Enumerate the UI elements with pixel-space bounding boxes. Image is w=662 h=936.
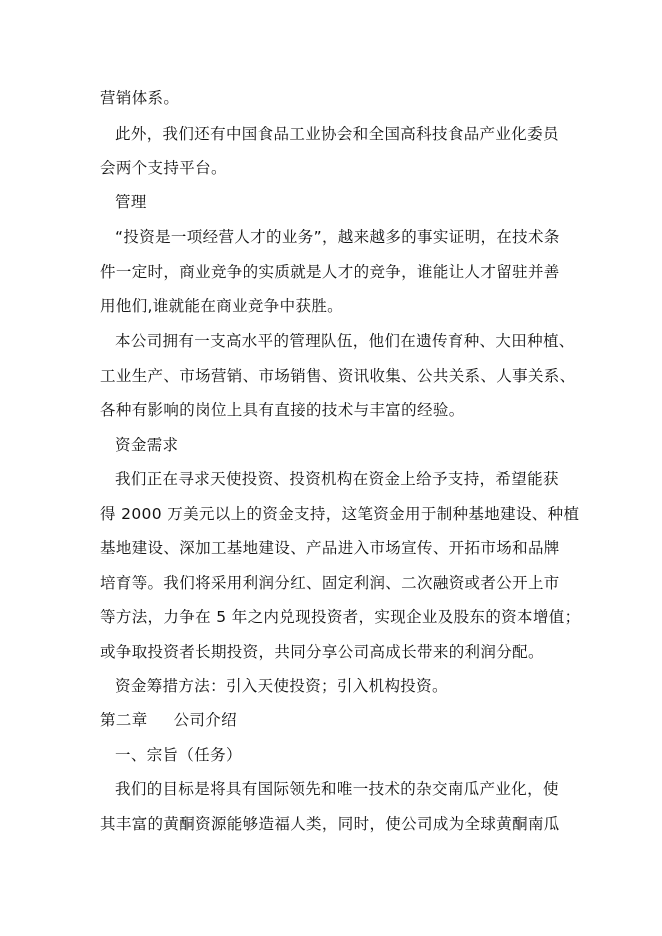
paragraph-line: 营销体系。 [100, 89, 180, 107]
section-heading-funding: 资金需求 [115, 436, 179, 454]
paragraph-line: 或争取投资者长期投资，共同分享公司高成长带来的利润分配。 [100, 643, 544, 661]
paragraph-line: 培育等。我们将采用利润分红、固定利润、二次融资或者公开上市 [100, 574, 560, 592]
paragraph-line: 本公司拥有一支高水平的管理队伍，他们在遗传育种、大田种植、 [115, 332, 575, 350]
paragraph-line: 各种有影响的岗位上具有直接的技术与丰富的经验。 [100, 401, 465, 419]
paragraph-line: 得 2000 万美元以上的资金支持，这笔资金用于制种基地建设、种植 [100, 505, 580, 523]
paragraph-line: 此外，我们还有中国食品工业协会和全国高科技食品产业化委员 [115, 125, 559, 143]
paragraph-line: 资金筹措方法：引入天使投资；引入机构投资。 [115, 677, 448, 695]
chapter-heading [100, 710, 237, 730]
paragraph-line: 我们的目标是将具有国际领先和唯一技术的杂交南瓜产业化，使 [115, 780, 559, 798]
paragraph-line: 等方法，力争在 5 年之内兑现投资者，实现企业及股东的资本增值； [100, 608, 581, 626]
paragraph-line: 件一定时，商业竞争的实质就是人才的竞争，谁能让人才留驻并善 [100, 263, 560, 281]
section-heading-management: 管理 [115, 193, 147, 211]
paragraph-line: 基地建设、深加工基地建设、产品进入市场宣传、开拓市场和品牌 [100, 539, 560, 557]
chapter-number: 第二章 [100, 711, 148, 729]
paragraph-line: 会两个支持平台。 [100, 159, 227, 177]
paragraph-line: 其丰富的黄酮资源能够造福人类，同时，使公司成为全球黄酮南瓜 [100, 815, 560, 833]
paragraph-line: “投资是一项经营人才的业务”，越来越多的事实证明，在技术条 [115, 228, 560, 246]
paragraph-line: 工业生产、市场营销、市场销售、资讯收集、公共关系、人事关系、 [100, 367, 576, 385]
paragraph-line: 用他们,谁就能在商业竞争中获胜。 [100, 297, 344, 315]
paragraph-line: 我们正在寻求天使投资、投资机构在资金上给予支持，希望能获 [115, 470, 559, 488]
section-heading-mission: 一、宗旨（任务） [115, 746, 242, 764]
chapter-title: 公司介绍 [173, 711, 237, 729]
